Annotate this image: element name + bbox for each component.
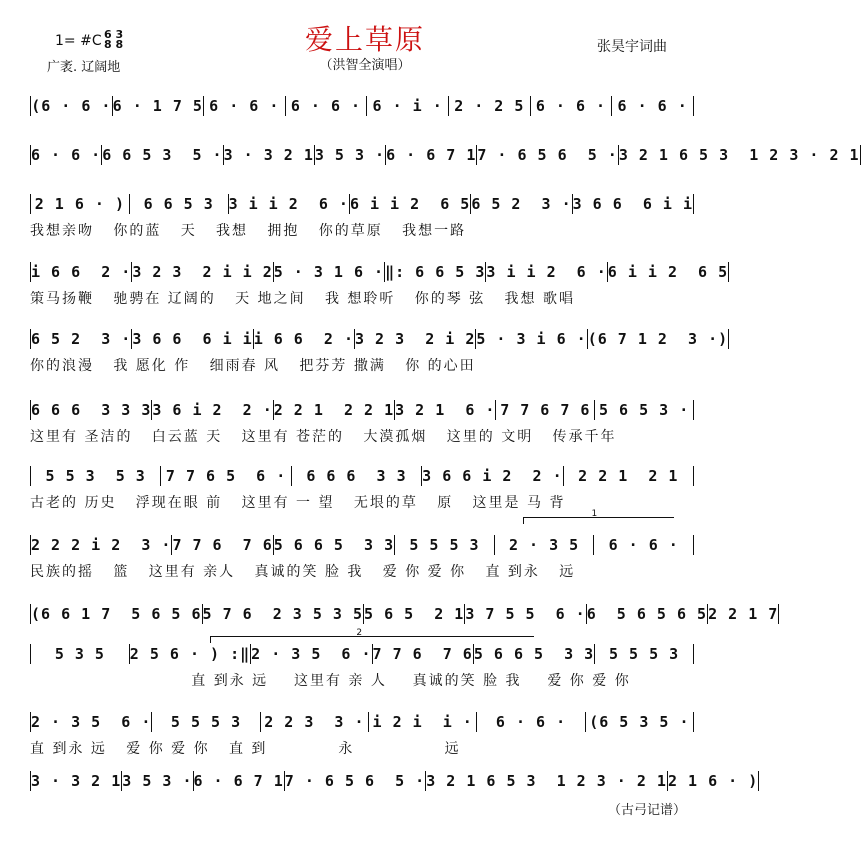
volta-first-label: 1: [591, 509, 598, 519]
measure: i 6 6 2 ·: [31, 263, 132, 281]
singer-credit: （洪智全演唱）: [319, 58, 411, 73]
measure: 5 · 3 i 6 ·: [476, 330, 587, 348]
lyric-line: 民族的摇 篮 这里有 亲人 真诚的笑 脸 我 爱 你 爱 你 直 到永 远: [30, 564, 576, 580]
measure: 6 · 6 ·: [31, 146, 102, 164]
lyric-line: 直 到永 远 这里有 亲 人 真诚的笑 脸 我 爱 你 爱 你: [30, 673, 631, 689]
measure: 3 6 6 i 2 2 ·: [422, 467, 563, 485]
staff-line: [30, 262, 729, 282]
measure: 3 · 3 2 1: [223, 146, 314, 164]
measure: 2 2 1 2 2 1: [273, 401, 395, 419]
measure: 3 7 5 5 6 ·: [465, 605, 586, 623]
measure: (6 · 6 ·: [31, 97, 112, 115]
staff-line: [30, 400, 694, 420]
measure: 5 6 6 5 3 3: [273, 536, 395, 554]
measure: 3 · 3 2 1: [31, 772, 122, 790]
measure: 3 2 1 6 5 3 1 2 3 · 2 1: [618, 146, 860, 164]
volta-first: [523, 509, 674, 524]
measure: 6 · 6 ·: [617, 97, 688, 115]
measure: 5 · 3 1 6 ·: [273, 263, 385, 281]
volta-second: [210, 628, 534, 643]
staff-line: [30, 466, 694, 486]
measure: 3 i i 2 6 ·: [486, 263, 607, 281]
measure: 3 2 3 2 i i 2: [132, 263, 273, 281]
measure: 3 5 3 ·: [314, 146, 386, 164]
staff-line: [30, 771, 759, 791]
measure: 5 5 5 3: [170, 713, 242, 731]
measure: (6 7 1 2 3 ·): [587, 330, 729, 348]
measure: 5 7 6 2 3 5 3 5: [202, 605, 364, 623]
volta-second-label: 2: [356, 628, 363, 638]
staff-line: [30, 145, 860, 165]
barline: [728, 262, 729, 282]
barline: [778, 604, 779, 624]
measure: i 2 i i ·: [372, 713, 473, 731]
measure: 3 6 i 2 2 ·: [152, 401, 273, 419]
measure: 7 7 6 7 6: [372, 645, 473, 663]
lyric-line: 这里有 圣洁的 白云蓝 天 这里有 苍茫的 大漠孤烟 这里的 文明 传承千年: [30, 429, 617, 445]
measure: 6 · 6 ·: [495, 713, 567, 731]
barline: [693, 400, 694, 420]
tempo-marking: 广袤. 辽阔地: [47, 60, 121, 75]
lyric-line: 古老的 历史 浮现在眼 前 这里有 一 望 无垠的草 原 这里是 马 背: [30, 495, 566, 511]
measure: 6 · 6 ·: [535, 97, 607, 115]
lyricist-composer: 张昊宇词曲: [597, 39, 667, 55]
barline: [693, 712, 694, 732]
song-title: 爱上草原: [304, 23, 425, 56]
staff-line: [30, 96, 694, 116]
measure: 6 · 1 7 5: [112, 97, 203, 115]
measure: 6 6 6 3 3 3: [31, 401, 152, 419]
measure: 3 5 3 ·: [122, 772, 193, 790]
measure: 2 2 1 7: [708, 605, 779, 623]
measure: 2 2 1 2 1: [578, 467, 679, 485]
measure: 6 · 6 7 1: [386, 146, 477, 164]
measure: 5 3 5: [54, 645, 105, 663]
barline: [693, 644, 694, 664]
measure: 3 2 3 2 i 2: [355, 330, 476, 348]
measure: 3 6 6 6 i i: [572, 195, 693, 213]
measure: 3 i i 2 6 ·: [228, 195, 349, 213]
staff-line: [30, 712, 694, 732]
measure: 6 · 6 ·: [608, 536, 679, 554]
barline: [693, 194, 694, 214]
measure: 7 7 6 7 6: [172, 536, 273, 554]
measure: (6 6 1 7 5 6 5 6: [31, 605, 202, 623]
meter-denominator: 8 8: [104, 38, 124, 51]
measure: 5 6 5 3 ·: [598, 401, 690, 419]
measure: 2 · 3 5 6 ·: [31, 713, 152, 731]
staff-line: [30, 329, 729, 349]
measure: 5 6 6 5 3 3: [473, 645, 595, 663]
staff-line: [30, 644, 694, 664]
meter-numerator: 6 3: [104, 28, 124, 41]
measure: 2 · 3 5: [508, 536, 580, 554]
measure: 6 6 6 3 3: [306, 467, 407, 485]
staff-line: [30, 194, 694, 214]
lyric-line: 直 到永 远 爱 你 爱 你 直 到 永 远: [30, 741, 461, 757]
measure: 2 · 3 5 6 ·: [251, 645, 372, 663]
barline: [860, 145, 861, 165]
measure: 2 1 6 · ): [34, 195, 126, 213]
transcriber-credit: （古弓记谱）: [608, 803, 687, 818]
measure: 6 6 5 3 5 ·: [102, 146, 223, 164]
measure: 6 · i ·: [372, 97, 443, 115]
measure: 6 5 2 3 ·: [31, 330, 132, 348]
measure: 5 6 5 2 1: [364, 605, 465, 623]
staff-line: [30, 604, 779, 624]
barline: [758, 771, 759, 791]
lyric-line: 我想亲吻 你的蓝 天 我想 拥抱 你的草原 我想一路: [30, 223, 467, 239]
measure: 7 · 6 5 6 5 ·: [477, 146, 618, 164]
measure: 2 2 2 i 2 3 ·: [31, 536, 172, 554]
measure: 6 · 6 7 1: [193, 772, 284, 790]
measure: 2 · 2 5: [454, 97, 525, 115]
measure: ‖: 6 6 5 3: [385, 263, 486, 281]
measure: 5 5 5 3: [409, 536, 480, 554]
measure: 3 2 1 6 5 3 1 2 3 · 2 1: [426, 772, 667, 790]
measure: 7 7 6 5 6 ·: [165, 467, 287, 485]
key-signature: 1= #C: [55, 33, 102, 49]
barline: [693, 466, 694, 486]
measure: 6 5 6 5 6 5: [586, 605, 708, 623]
measure: 6 i i 2 6 5: [349, 195, 471, 213]
measure: 3 6 6 6 i i: [132, 330, 253, 348]
measure: 5 5 3 5 3: [45, 467, 146, 485]
measure: i 6 6 2 ·: [253, 330, 354, 348]
measure: 6 5 2 3 ·: [471, 195, 572, 213]
lyric-line: 你的浪漫 我 愿化 作 细雨春 风 把芬芳 撒满 你 的心田: [30, 358, 476, 374]
measure: 2 5 6 · ) :‖: [129, 645, 251, 663]
barline: [693, 535, 694, 555]
measure: 6 · 6 ·: [290, 97, 362, 115]
measure: 6 · 6 ·: [209, 97, 280, 115]
measure: 6 i i 2 6 5: [607, 263, 729, 281]
lyric-line: 策马扬鞭 驰骋在 辽阔的 天 地之间 我 想聆听 你的琴 弦 我想 歌唱: [30, 291, 576, 307]
measure: (6 5 3 5 ·: [589, 713, 690, 731]
measure: 2 2 3 3 ·: [264, 713, 365, 731]
measure: 6 6 5 3: [143, 195, 214, 213]
measure: 2 1 6 · ): [667, 772, 759, 790]
staff-line: [30, 535, 694, 555]
measure: 7 7 6 7 6: [500, 401, 591, 419]
time-signature: [104, 30, 123, 50]
measure: 5 5 5 3: [609, 645, 680, 663]
barline: [693, 96, 694, 116]
measure: 3 2 1 6 ·: [395, 401, 496, 419]
barline: [728, 329, 729, 349]
measure: 7 · 6 5 6 5 ·: [284, 772, 426, 790]
